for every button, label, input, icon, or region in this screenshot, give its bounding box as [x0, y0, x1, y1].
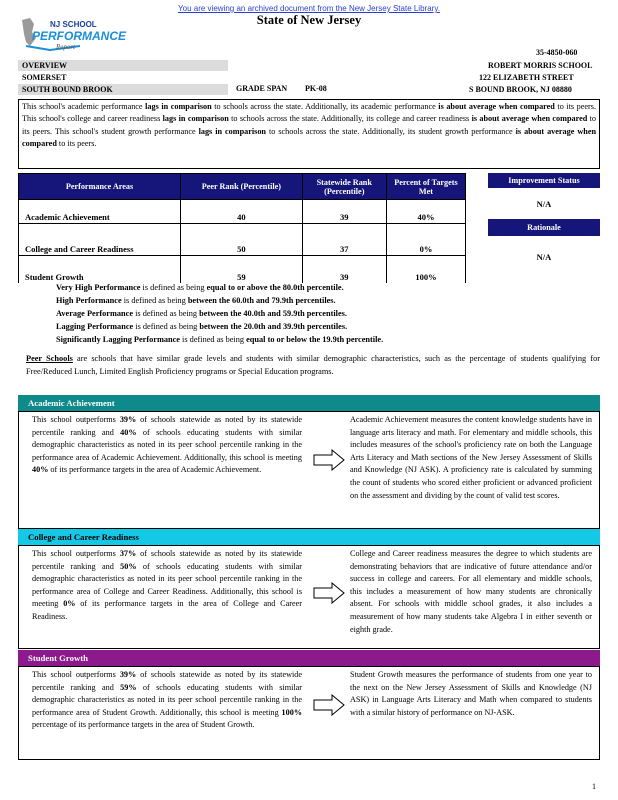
school-street: 122 ELIZABETH STREET — [479, 73, 574, 82]
school-city: S BOUND BROOK, NJ 08880 — [469, 85, 572, 94]
row-peer-rank: 59 — [181, 256, 303, 283]
row-state-rank: 39 — [302, 200, 386, 224]
archive-notice-link[interactable]: You are viewing an archived document from the New Jersey State Library. — [178, 4, 440, 13]
college-career-explanation: This school outperforms 37% of schools statewide as noted by its statewide percentile ranking and 50% of schools educating students with similar demographic characteristics as noted in its peer school percentile ranking in the performance area of College and Career Readiness. Additionally, this school is meeting 0% of its performance targets in the area of College and Career Readiness. — [32, 549, 303, 621]
row-state-rank: 39 — [302, 256, 386, 283]
row-pct-met: 0% — [386, 224, 465, 256]
header-peer-rank: Peer Rank (Percentile) — [181, 174, 303, 200]
nj-school-performance-logo — [20, 16, 127, 58]
logo-line3: Report — [56, 43, 76, 51]
definition-significantly-lagging: Significantly Lagging Performance is defined as being equal to or below the 19.9th percentile. — [56, 335, 384, 344]
arrow-right-icon — [313, 582, 345, 604]
row-pct-met: 100% — [386, 256, 465, 283]
school-name: ROBERT MORRIS SCHOOL — [488, 61, 593, 70]
overview-label: OVERVIEW — [22, 61, 68, 70]
student-growth-description: Student Growth measures the performance of students from one year to the next on the New Jersey Assessment of Skills and Knowledge (NJ ASK) in Language Arts Literacy and Math when compared to students with a similar history of performance on NJ-ASK. — [350, 670, 592, 717]
arrow-right-icon — [313, 694, 345, 716]
definition-lagging: Lagging Performance is defined as being between the 20.0th and 39.9th percentiles. — [56, 322, 348, 331]
row-peer-rank: 40 — [181, 200, 303, 224]
logo-line1: NJ SCHOOL — [50, 20, 97, 29]
section-academic-achievement-header: Academic Achievement — [18, 395, 600, 411]
peer-schools-definition: Peer Schools are schools that have similar grade levels and students with similar demographic characteristics, such as the percentage of students qualifying for Free/Reduced Lunch, Limited English Proficiency programs or Special Education programs. — [26, 354, 600, 376]
definition-average: Average Performance is defined as being between the 40.0th and 59.9th percentiles. — [56, 309, 347, 318]
row-area: Academic Achievement — [19, 200, 181, 224]
county-name: SOMERSET — [22, 73, 67, 82]
improvement-status-header: Improvement Status — [488, 173, 600, 188]
grade-span-label: GRADE SPAN — [236, 84, 288, 93]
row-pct-met: 40% — [386, 200, 465, 224]
student-growth-explanation: This school outperforms 39% of schools statewide as noted by its statewide percentile ranking and 59% of schools educating students with similar demographic characteristics as noted in its peer school percentile ranking in the performance area of Student Growth. Additionally, this school is meeting 100% percentage of its performance targets in the area of Student Growth. — [32, 670, 303, 730]
improvement-status-value: N/A — [536, 199, 552, 209]
logo-line2: PERFORMANCE — [32, 29, 127, 43]
row-area: College and Career Readiness — [19, 224, 181, 256]
row-area: Student Growth — [19, 256, 181, 283]
school-code: 35-4850-060 — [536, 48, 578, 57]
arrow-right-icon — [313, 449, 345, 471]
definition-high: High Performance is defined as being between the 60.0th and 79.9th percentiles. — [56, 296, 336, 305]
rationale-value: N/A — [536, 252, 552, 262]
row-state-rank: 37 — [302, 224, 386, 256]
section-student-growth-header: Student Growth — [18, 650, 600, 666]
table-row — [19, 224, 466, 256]
rationale-header: Rationale — [488, 219, 600, 236]
header-performance-areas: Performance Areas — [19, 174, 181, 200]
state-title: State of New Jersey — [256, 13, 362, 27]
performance-table — [18, 173, 466, 283]
district-name: SOUTH BOUND BROOK — [22, 85, 113, 94]
header-targets-met: Percent of Targets Met — [386, 174, 465, 200]
header-statewide-rank: Statewide Rank (Percentile) — [302, 174, 386, 200]
grade-span-value: PK-08 — [305, 84, 327, 93]
page-number: 1 — [592, 782, 596, 791]
table-row — [19, 256, 466, 283]
academic-achievement-explanation: This school outperforms 39% of schools statewide as noted by its statewide percentile ranking and 40% of schools educating students with similar demographic characteristics as noted in its peer school percentile ranking in the performance area of Academic Achievement. Additionally, this school is meeting 40% of its performance targets in the area of Academic Achievement. — [32, 415, 303, 475]
table-row — [19, 200, 466, 224]
college-career-description: College and Career readiness measures the degree to which students are demonstrating behaviors that are indicative of future attendance and/or success in college and careers. For all elementary and middle schools, this includes a measurement of how many students are chronically absent. For schools with middle school grades, it also includes a measurement of how many students take Algebra I in either seventh or eighth grade. — [350, 549, 592, 634]
academic-achievement-description: Academic Achievement measures the content knowledge students have in language arts literacy and math. For elementary and middle schools, this includes measures of the school's proficiency rate on both the Language Arts Literacy and Math sections of the New Jersey Assessment of Skills and Knowledge (NJ ASK). A proficiency rate is calculated by summing the count of students who scored either proficient or advanced proficient on the assessment and dividing by the count of valid test scores. — [350, 415, 592, 500]
row-peer-rank: 50 — [181, 224, 303, 256]
section-college-career-header: College and Career Readiness — [18, 529, 600, 545]
performance-summary: This school's academic performance lags in comparison to schools across the state. Additionally, its academic performance is about average when compared to its peers. This school's college and career readiness lags in comparison to schools across the state. Additionally, its college and career readiness is about average when compared to its peers. This school's student growth performance lags in comparison to schools across the state. Additionally, its student growth performance is about average when compared to its peers. — [18, 99, 600, 169]
definition-very-high: Very High Performance is defined as being equal to or above the 80.0th percentile. — [56, 283, 344, 292]
